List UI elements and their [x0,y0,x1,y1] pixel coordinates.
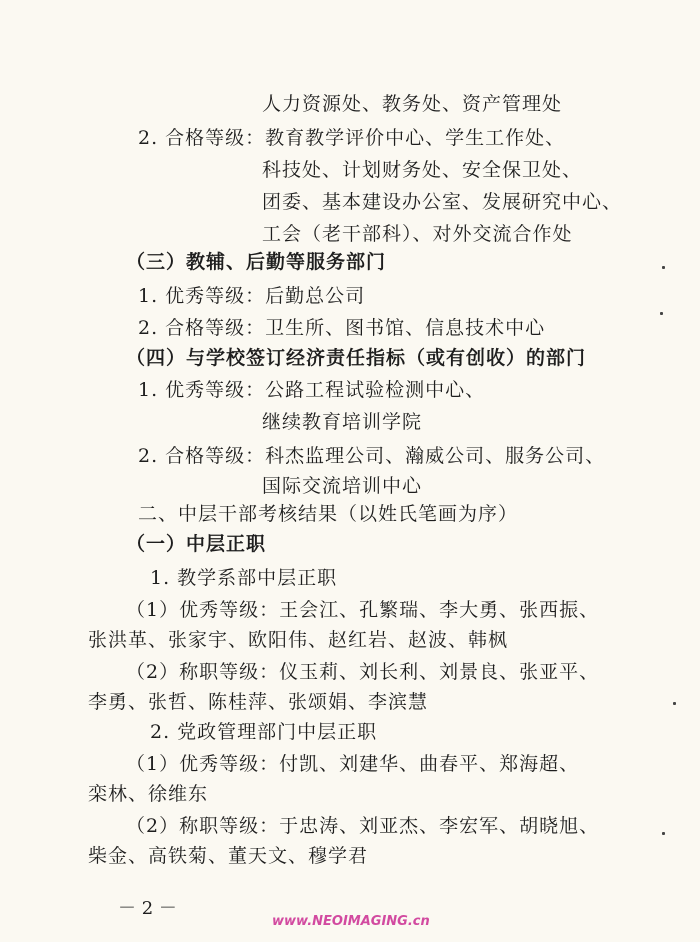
text-line: 团委、基本建设办公室、发展研究中心、 [262,191,623,213]
section-heading: （一）中层正职 [126,533,267,555]
text-line: 1. 优秀等级：后勤总公司 [138,285,366,307]
text-line: 2. 合格等级：卫生所、图书馆、信息技术中心 [138,317,546,339]
text-line: 柴金、高铁菊、董天文、穆学君 [88,845,369,867]
text-line: 继续教育培训学院 [262,411,423,433]
text-line: 李勇、张哲、陈桂萍、张颂娟、李滨慧 [88,691,429,713]
text-line: （2）称职等级：于忠涛、刘亚杰、李宏军、胡晓旭、 [126,815,600,837]
watermark: www.NEOIMAGING.cn [272,914,430,929]
text-line: 1. 教学系部中层正职 [150,567,338,589]
text-line: （2）称职等级：仪玉莉、刘长利、刘景良、张亚平、 [126,661,600,683]
scan-speck [660,312,663,315]
section-heading: （三）教辅、后勤等服务部门 [126,251,387,273]
section-heading: 二、中层干部考核结果（以姓氏笔画为序） [138,503,519,525]
scan-speck [662,832,665,835]
text-line: 1. 优秀等级：公路工程试验检测中心、 [138,379,486,401]
text-line: （1）优秀等级：王会江、孔繁瑞、李大勇、张西振、 [126,599,600,621]
text-line: 科技处、计划财务处、安全保卫处、 [262,159,583,181]
text-line: 工会（老干部科）、对外交流合作处 [262,223,573,245]
text-line: 2. 合格等级：科杰监理公司、瀚威公司、服务公司、 [138,445,606,467]
text-line: 栾林、徐维东 [88,783,209,805]
scan-speck [673,702,676,705]
text-line: 2. 党政管理部门中层正职 [150,721,378,743]
text-line: 人力资源处、教务处、资产管理处 [262,93,563,115]
text-line: 2. 合格等级：教育教学评价中心、学生工作处、 [138,127,566,149]
text-line: 国际交流培训中心 [262,475,423,497]
page-number: － 2 － [118,898,177,919]
scan-speck [662,266,665,269]
section-heading: （四）与学校签订经济责任指标（或有创收）的部门 [126,347,587,369]
text-line: （1）优秀等级：付凯、刘建华、曲春平、郑海超、 [126,753,580,775]
text-line: 张洪革、张家宇、欧阳伟、赵红岩、赵波、韩枫 [88,629,509,651]
